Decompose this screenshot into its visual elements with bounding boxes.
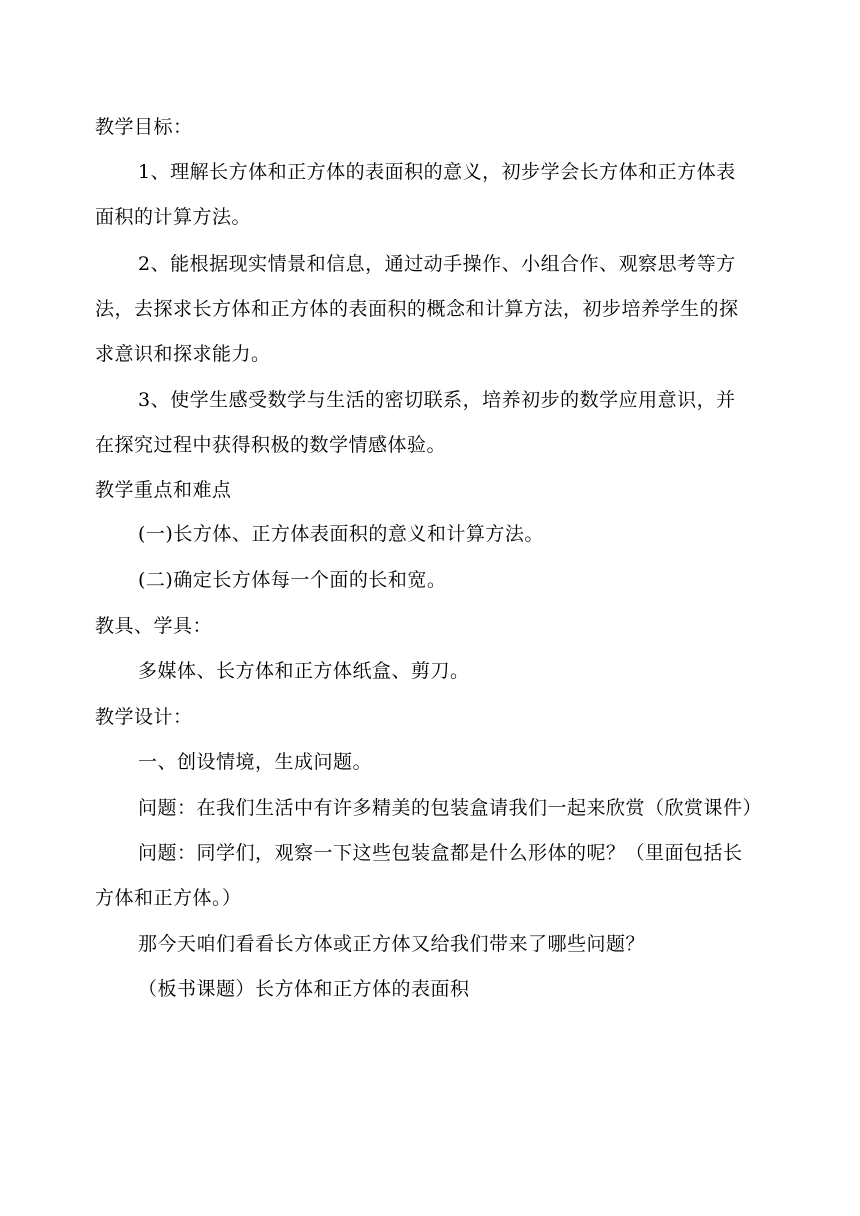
question-2-line-1: 问题：同学们，观察一下这些包装盒都是什么形体的呢？（里面包括长 xyxy=(138,842,743,864)
transition-text: 那今天咱们看看长方体或正方体又给我们带来了哪些问题？ xyxy=(138,933,646,955)
key-point-1: (一)长方体、正方体表面积的意义和计算方法。 xyxy=(138,523,544,545)
objective-2-line-3: 求意识和探求能力。 xyxy=(95,343,271,365)
objectives-heading: 教学目标： xyxy=(95,116,193,138)
key-point-2: (二)确定长方体每一个面的长和宽。 xyxy=(138,569,447,591)
board-title: （板书课题）长方体和正方体的表面积 xyxy=(138,978,470,1000)
objective-3-line-2: 在探究过程中获得积极的数学情感体验。 xyxy=(95,434,447,456)
objective-2-line-1: 2、能根据现实情景和信息，通过动手操作、小组合作、观察思考等方 xyxy=(138,253,736,275)
design-heading: 教学设计： xyxy=(95,706,193,728)
question-1: 问题：在我们生活中有许多精美的包装盒请我们一起来欣赏（欣赏课件） xyxy=(138,797,763,819)
tools-heading: 教具、学具： xyxy=(95,615,213,637)
tools-content: 多媒体、长方体和正方体纸盒、剪刀。 xyxy=(138,660,470,682)
objective-1-line-2: 面积的计算方法。 xyxy=(95,206,252,228)
objective-1-line-1: 1、理解长方体和正方体的表面积的意义，初步学会长方体和正方体表 xyxy=(138,161,736,183)
question-2-line-2: 方体和正方体。） xyxy=(95,887,242,909)
key-points-heading: 教学重点和难点 xyxy=(95,479,232,501)
design-step-1: 一、创设情境，生成问题。 xyxy=(138,751,373,773)
objective-2-line-2: 法，去探求长方体和正方体的表面积的概念和计算方法，初步培养学生的探 xyxy=(95,298,739,320)
objective-3-line-1: 3、使学生感受数学与生活的密切联系，培养初步的数学应用意识，并 xyxy=(138,389,736,411)
